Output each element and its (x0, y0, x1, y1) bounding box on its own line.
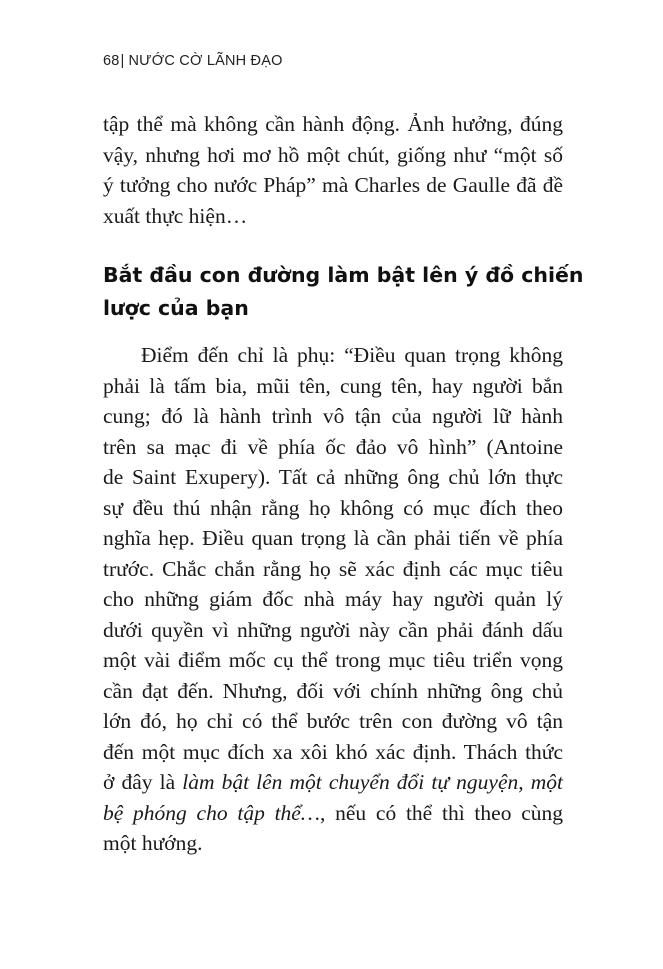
paragraph-line: trên sa mạc đi về phía ốc đảo vô hình” (Antoine (103, 434, 563, 459)
paragraph-line: một hướng. (103, 831, 203, 855)
paragraph-line: de Saint Exupery). Tất cả những ông chủ lớn thực (103, 465, 563, 489)
section-heading (103, 259, 584, 325)
italic-phrase: làm bật lên một chuyển đổi tự nguyện, một (182, 770, 563, 794)
paragraph-line (103, 767, 563, 798)
paragraph-1 (103, 109, 563, 231)
page-number: 68 (103, 53, 120, 69)
paragraph-line (103, 798, 563, 829)
paragraph-line: cung; đó là hành trình vô tận của người lữ hành (103, 404, 563, 428)
italic-phrase: bệ phóng cho tập thể… (103, 800, 320, 825)
paragraph-line: vậy, nhưng hơi mơ hồ một chút, giống như “một số (103, 142, 563, 167)
paragraph-line: đến một mục đích xa xôi khó xác định. Thách thức (103, 739, 563, 764)
line-text: , nếu có thể thì theo cùng (319, 800, 563, 825)
header-separator: | (120, 53, 125, 69)
paragraph-line: ý tưởng cho nước Pháp” mà Charles de Gaulle đã đề (103, 173, 563, 197)
paragraph-line: trước. Chắc chắn rằng họ sẽ xác định các mục tiêu (103, 556, 563, 581)
book-title: NƯỚC CỜ LÃNH ĐẠO (128, 53, 283, 69)
paragraph-line: lớn đó, họ chỉ có thể bước trên con đường vô tận (103, 709, 563, 733)
paragraph-line: xuất thực hiện… (103, 203, 248, 228)
paragraph-line: tập thể mà không cần hành động. Ảnh hưởng, đúng (103, 112, 563, 136)
heading-line: Bắt đầu con đường làm bật lên ý đồ chiến (103, 263, 584, 287)
paragraph-line: cần đạt đến. Nhưng, đối với chính những ông chủ (103, 678, 563, 703)
paragraph-2 (103, 340, 563, 859)
paragraph-line: phải là tấm bia, mũi tên, cung tên, hay người bắn (103, 373, 563, 398)
line-text: ở đây là (103, 770, 183, 794)
paragraph-line: Điểm đến chỉ là phụ: “Điều quan trọng không (141, 343, 563, 367)
paragraph-line: sự đều thú nhận rằng họ không có mục đích theo (103, 495, 563, 520)
running-header (103, 53, 283, 69)
paragraph-line: nghĩa hẹp. Điều quan trọng là cần phải tiến về phía (103, 526, 563, 550)
paragraph-line: dưới quyền vì những người này cần phải đánh dấu (103, 617, 563, 642)
paragraph-line: một vài điểm mốc cụ thể trong mục tiêu triển vọng (103, 648, 563, 672)
heading-line: lược của bạn (103, 296, 249, 320)
paragraph-line: cho những giám đốc nhà máy hay người quản lý (103, 587, 563, 611)
